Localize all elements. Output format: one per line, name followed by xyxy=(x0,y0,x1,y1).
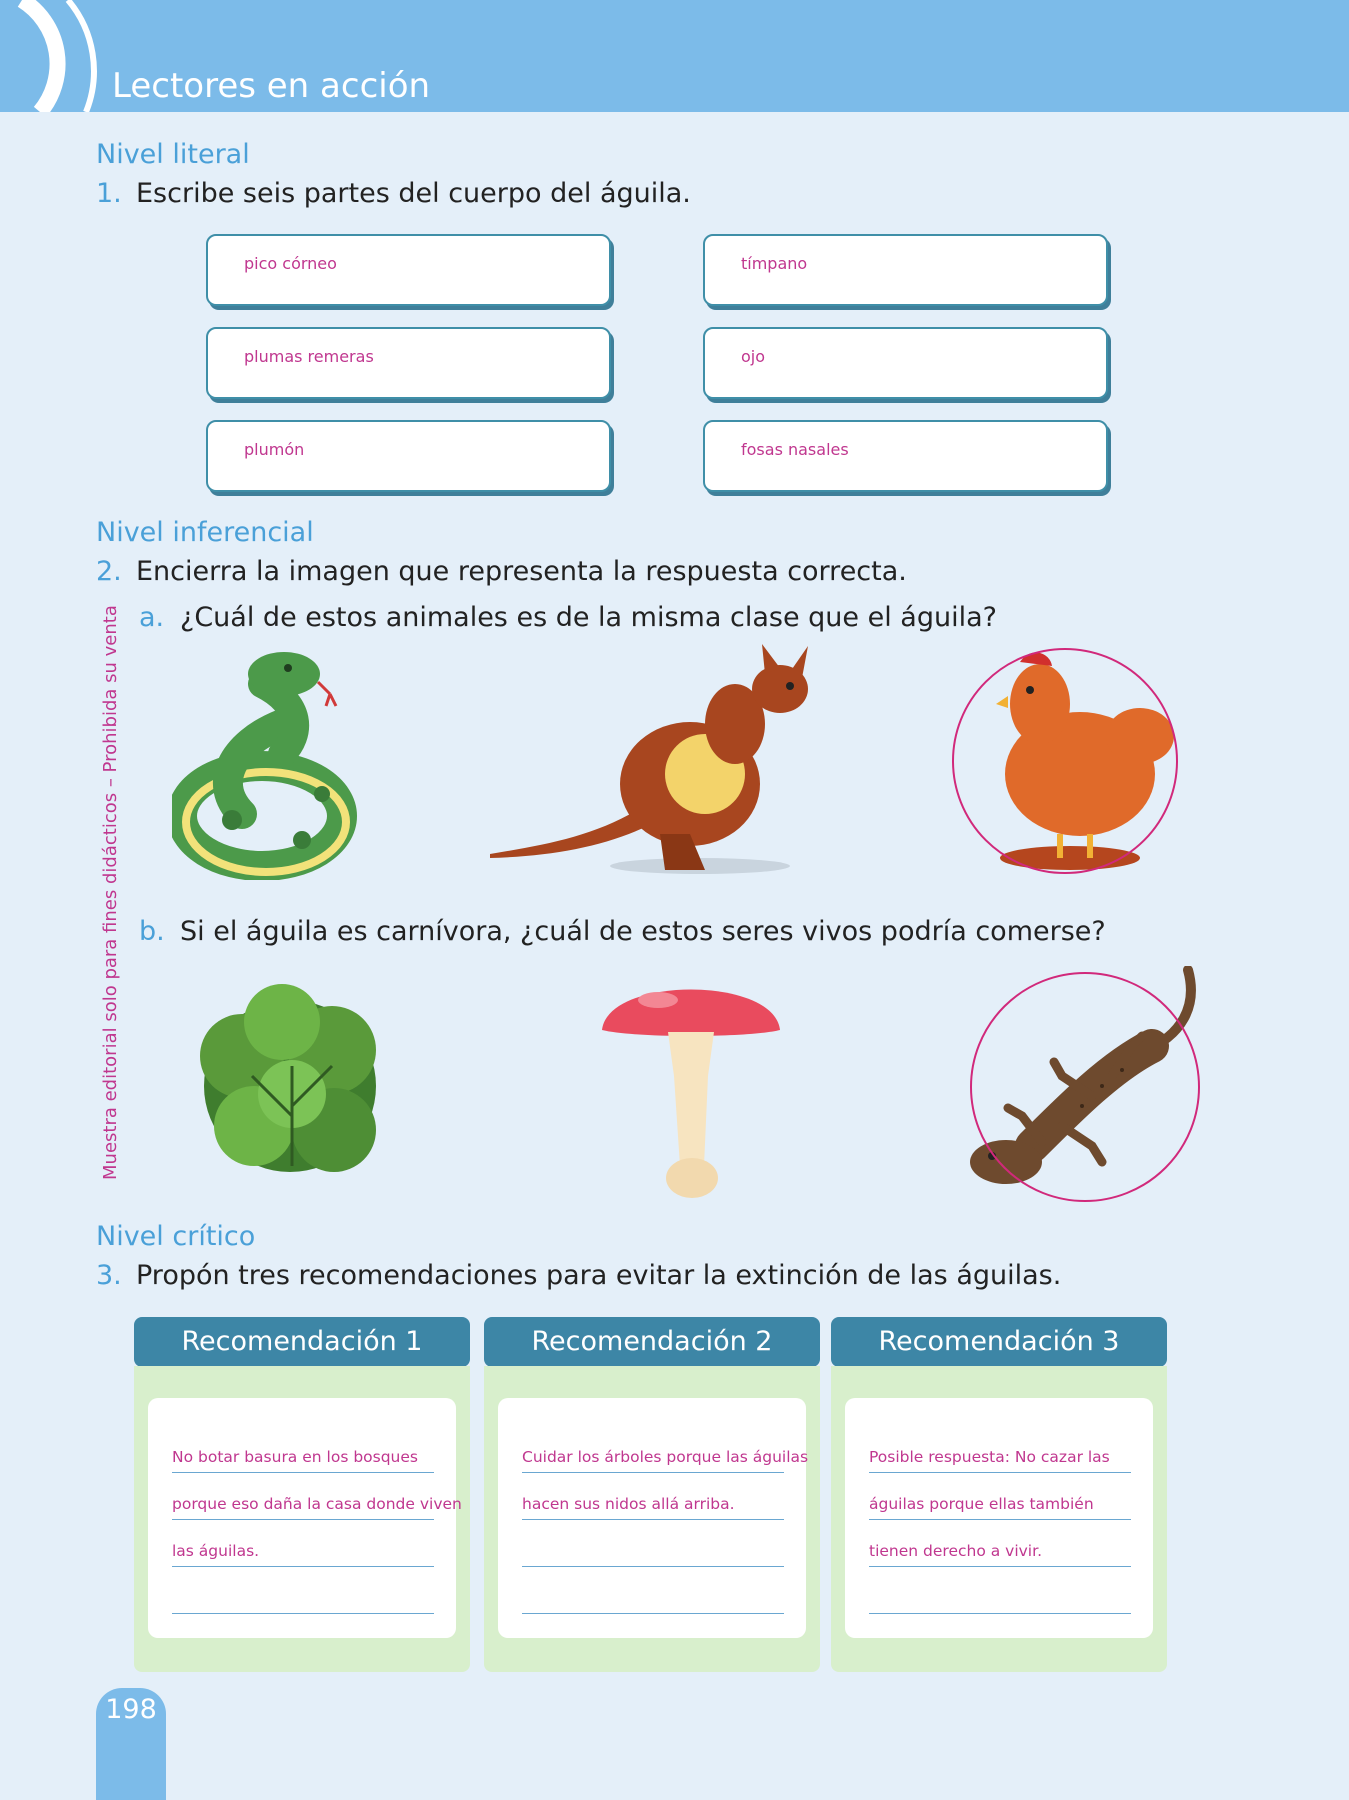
writing-line xyxy=(869,1566,1131,1567)
page-number: 198 xyxy=(105,1694,157,1725)
recommendation-1-title: Recomendación 1 xyxy=(134,1317,470,1367)
answer-box-4[interactable] xyxy=(703,327,1108,399)
answer-box-3[interactable] xyxy=(206,327,611,399)
writing-line-text: porque eso daña la casa donde viven xyxy=(172,1495,462,1513)
question-3-number: 3. xyxy=(96,1260,122,1291)
subquestion-a-letter: a. xyxy=(139,602,165,633)
writing-line xyxy=(172,1613,434,1614)
snake-image[interactable] xyxy=(172,644,372,880)
writing-line xyxy=(869,1472,1131,1473)
answer-box-1[interactable] xyxy=(206,234,611,306)
recommendation-3-title: Recomendación 3 xyxy=(831,1317,1167,1367)
question-2-number: 2. xyxy=(96,556,122,587)
subquestion-b-letter: b. xyxy=(139,916,165,947)
subquestion-b-text: Si el águila es carnívora, ¿cuál de estos seres vivos podría comerse? xyxy=(180,916,1106,947)
plant-image[interactable] xyxy=(172,966,412,1202)
writing-line xyxy=(869,1519,1131,1520)
writing-line xyxy=(522,1613,784,1614)
recommendation-3-card xyxy=(831,1366,1167,1672)
question-1-text: Escribe seis partes del cuerpo del águila. xyxy=(136,178,691,209)
writing-line-text: tienen derecho a vivir. xyxy=(869,1542,1042,1560)
question-2-text: Encierra la imagen que representa la respuesta correcta. xyxy=(136,556,907,587)
answer-circle xyxy=(970,972,1200,1202)
answer-text: ojo xyxy=(741,347,766,366)
answer-box-5[interactable] xyxy=(206,420,611,492)
header-arc-decoration xyxy=(0,0,100,112)
answer-circle xyxy=(952,648,1178,874)
writing-line-text: Posible respuesta: No cazar las xyxy=(869,1448,1110,1466)
writing-line xyxy=(522,1472,784,1473)
answer-text: plumas remeras xyxy=(244,347,374,366)
writing-line xyxy=(869,1613,1131,1614)
writing-line-text: águilas porque ellas también xyxy=(869,1495,1094,1513)
kangaroo-image[interactable] xyxy=(490,644,830,880)
writing-line xyxy=(522,1519,784,1520)
recommendation-2-title: Recomendación 2 xyxy=(484,1317,820,1367)
answer-box-6[interactable] xyxy=(703,420,1108,492)
answer-text: plumón xyxy=(244,440,305,459)
recommendation-1-writing-area[interactable] xyxy=(148,1398,462,1638)
level-inferential-heading: Nivel inferencial xyxy=(96,517,314,548)
writing-line-text: hacen sus nidos allá arriba. xyxy=(522,1495,735,1513)
page-title: Lectores en acción xyxy=(112,66,431,106)
level-critical-heading: Nivel crítico xyxy=(96,1221,256,1252)
answer-text: tímpano xyxy=(741,254,808,273)
writing-line xyxy=(172,1566,434,1567)
subquestion-a-text: ¿Cuál de estos animales es de la misma clase que el águila? xyxy=(180,602,997,633)
level-literal-heading: Nivel literal xyxy=(96,139,250,170)
writing-line-text: Cuidar los árboles porque las águilas xyxy=(522,1448,809,1466)
side-note: Muestra editorial solo para fines didácticos – Prohibida su venta xyxy=(100,605,121,1180)
question-1-number: 1. xyxy=(96,178,122,209)
recommendation-3-writing-area[interactable] xyxy=(845,1398,1153,1638)
recommendation-2-writing-area[interactable] xyxy=(498,1398,809,1638)
writing-line-text: las águilas. xyxy=(172,1542,260,1560)
writing-line xyxy=(172,1519,434,1520)
answer-text: pico córneo xyxy=(244,254,337,273)
answer-text: fosas nasales xyxy=(741,440,849,459)
mushroom-image[interactable] xyxy=(598,966,784,1202)
answer-box-2[interactable] xyxy=(703,234,1108,306)
recommendation-2-card xyxy=(484,1366,820,1672)
recommendation-1-card xyxy=(134,1366,470,1672)
writing-line xyxy=(172,1472,434,1473)
writing-line xyxy=(522,1566,784,1567)
question-3-text: Propón tres recomendaciones para evitar la extinción de las águilas. xyxy=(136,1260,1062,1291)
writing-line-text: No botar basura en los bosques xyxy=(172,1448,418,1466)
